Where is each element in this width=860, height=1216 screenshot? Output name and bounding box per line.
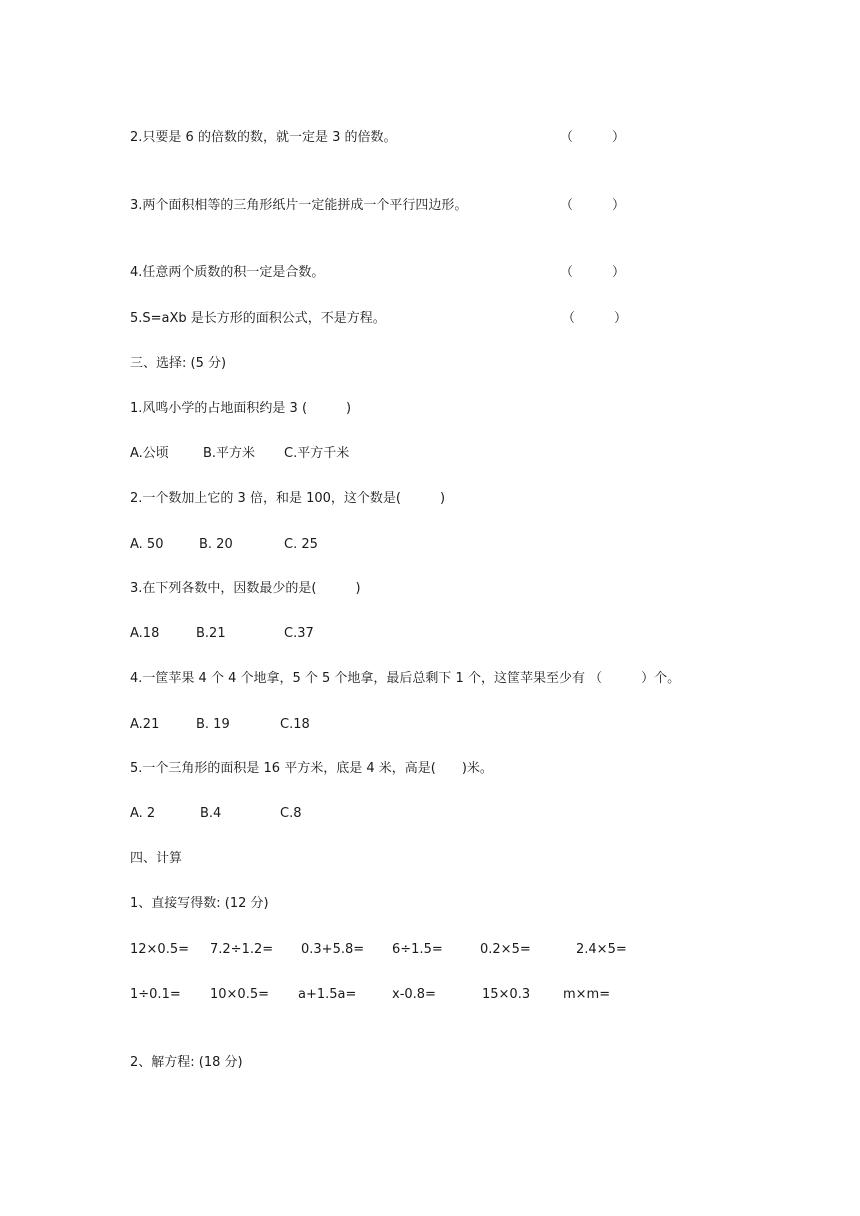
answer-paren-5: （ ） bbox=[562, 311, 628, 326]
calc-expression: 1÷0.1= bbox=[130, 987, 181, 1002]
choice-option: A.18 bbox=[130, 626, 160, 641]
judge-item-3: 3.两个面积相等的三角形纸片一定能拼成一个平行四边形。 bbox=[130, 198, 468, 213]
judge-item-2: 2.只要是 6 的倍数的数，就一定是 3 的倍数。 bbox=[130, 130, 397, 145]
choice-question-3: 3.在下列各数中，因数最少的是( ) bbox=[130, 581, 361, 596]
calc-expression: 0.2×5= bbox=[480, 942, 531, 957]
calc-expression: 2.4×5= bbox=[576, 942, 627, 957]
calc-expression: 10×0.5= bbox=[210, 987, 270, 1002]
judge-item-5: 5.S=aXb 是长方形的面积公式，不是方程。 bbox=[130, 311, 386, 326]
section-heading-choice: 三、选择: (5 分) bbox=[130, 356, 227, 371]
choice-option: C.平方千米 bbox=[284, 446, 350, 461]
calc-expression: 7.2÷1.2= bbox=[210, 942, 274, 957]
subheading-equations: 2、解方程: (18 分) bbox=[130, 1055, 243, 1070]
choice-option: C.18 bbox=[280, 717, 310, 732]
choice-option: C. 25 bbox=[284, 537, 318, 552]
choice-option: A. 50 bbox=[130, 537, 164, 552]
choice-option: C.37 bbox=[284, 626, 314, 641]
subheading-direct-calc: 1、直接写得数: (12 分) bbox=[130, 896, 269, 911]
choice-option: A.21 bbox=[130, 717, 160, 732]
calc-expression: x-0.8= bbox=[392, 987, 436, 1002]
choice-option: A. 2 bbox=[130, 806, 156, 821]
choice-option: B.4 bbox=[200, 806, 222, 821]
judge-item-4: 4.任意两个质数的积一定是合数。 bbox=[130, 265, 325, 280]
choice-option: B. 20 bbox=[199, 537, 233, 552]
choice-option: B.21 bbox=[196, 626, 226, 641]
calc-expression: a+1.5a= bbox=[298, 987, 357, 1002]
answer-paren-4: （ ） bbox=[560, 265, 626, 280]
choice-option: A.公顷 bbox=[130, 446, 169, 461]
section-heading-calc: 四、计算 bbox=[130, 851, 183, 866]
choice-option: C.8 bbox=[280, 806, 302, 821]
calc-expression: m×m= bbox=[563, 987, 611, 1002]
choice-question-1: 1.风鸣小学的占地面积约是 3 ( ) bbox=[130, 401, 352, 416]
choice-option: B.平方米 bbox=[203, 446, 256, 461]
calc-expression: 0.3+5.8= bbox=[301, 942, 365, 957]
calc-expression: 15×0.3 bbox=[482, 987, 531, 1002]
choice-question-4: 4.一筐苹果 4 个 4 个地拿，5 个 5 个地拿，最后总剩下 1 个，这筐苹果至少有 （ ）个。 bbox=[130, 671, 681, 686]
choice-question-2: 2.一个数加上它的 3 倍，和是 100，这个数是( ) bbox=[130, 491, 446, 506]
choice-option: B. 19 bbox=[196, 717, 230, 732]
choice-question-5: 5.一个三角形的面积是 16 平方米，底是 4 米，高是( )米。 bbox=[130, 761, 493, 776]
calc-expression: 12×0.5= bbox=[130, 942, 190, 957]
calc-expression: 6÷1.5= bbox=[392, 942, 443, 957]
answer-paren-2: （ ） bbox=[560, 130, 626, 145]
answer-paren-3: （ ） bbox=[560, 198, 626, 213]
